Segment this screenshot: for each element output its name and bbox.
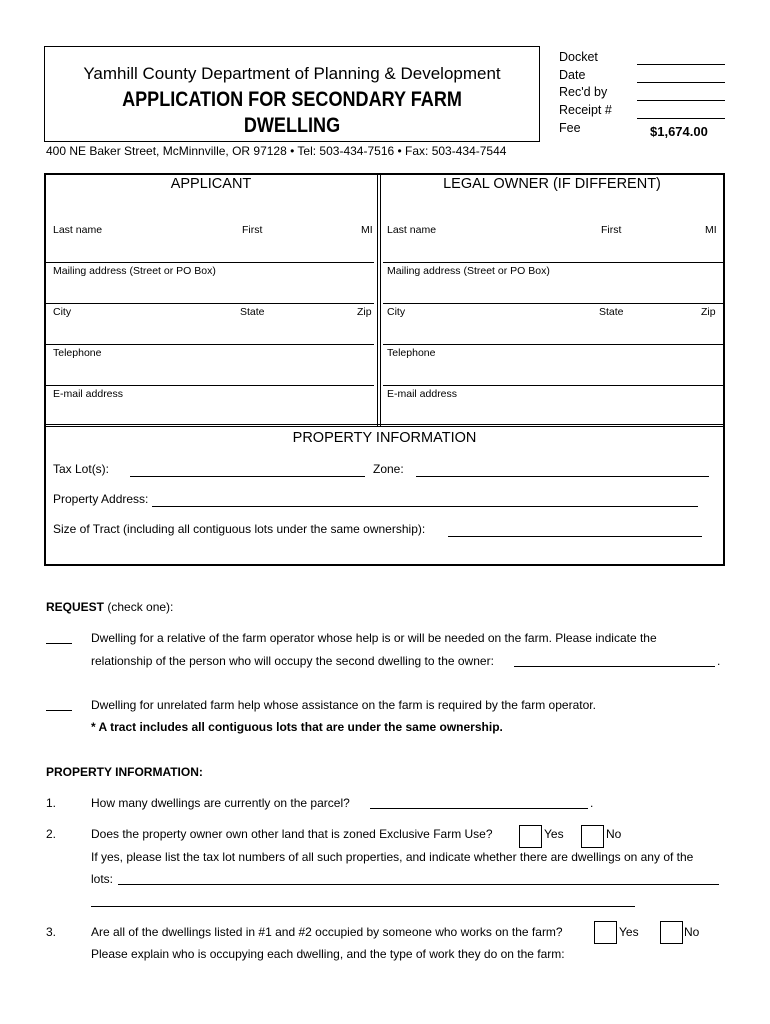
- question-3-number: 3.: [46, 925, 57, 939]
- owner-last-name-label: Last name: [387, 224, 437, 236]
- office-address: 400 NE Baker Street, McMinnville, OR 97128 • Tel: 503-434-7516 • Fax: 503-434-7544: [46, 144, 507, 158]
- row-divider: [46, 385, 374, 386]
- applicant-first-label: First: [242, 224, 263, 236]
- q2-no-checkbox[interactable]: [581, 825, 604, 848]
- fee-value: $1,674.00: [650, 124, 708, 139]
- q3-no-checkbox[interactable]: [660, 921, 683, 944]
- row-divider: [46, 262, 374, 263]
- question-2-number: 2.: [46, 827, 57, 841]
- applicant-heading: APPLICANT: [170, 176, 252, 192]
- tax-lots-label: Tax Lot(s):: [53, 462, 110, 476]
- fee-label: Fee: [559, 121, 581, 135]
- row-divider: [383, 303, 723, 304]
- question-3-followup: Please explain who is occupying each dwelling, and the type of work they do on the farm:: [91, 947, 565, 961]
- applicant-city-label: City: [53, 306, 72, 318]
- applicant-telephone-label: Telephone: [53, 347, 102, 359]
- row-divider: [46, 303, 374, 304]
- property-address-field[interactable]: [152, 506, 698, 507]
- property-info-heading: PROPERTY INFORMATION:: [46, 765, 203, 779]
- request-option2-checkline[interactable]: [46, 710, 72, 711]
- question-1-number: 1.: [46, 796, 57, 810]
- period: .: [590, 796, 594, 810]
- lots-field-line1[interactable]: [118, 884, 719, 885]
- tract-size-field[interactable]: [448, 536, 702, 537]
- form-title-line2: DWELLING: [243, 114, 341, 137]
- receipt-label: Receipt #: [559, 103, 612, 117]
- property-address-label: Property Address:: [53, 492, 149, 506]
- applicant-table: [44, 173, 725, 566]
- question-1-text: How many dwellings are currently on the parcel?: [91, 796, 350, 810]
- property-heading: PROPERTY INFORMATION: [292, 430, 477, 446]
- question-2-followup: If yes, please list the tax lot numbers of all such properties, and indicate whether there are dwellings on any of the: [91, 850, 694, 864]
- request-option1-checkline[interactable]: [46, 643, 72, 644]
- question-3-text: Are all of the dwellings listed in #1 and #2 occupied by someone who works on the farm?: [91, 925, 563, 939]
- owner-city-label: City: [387, 306, 406, 318]
- owner-telephone-label: Telephone: [387, 347, 436, 359]
- zone-label: Zone:: [373, 462, 404, 476]
- applicant-last-name-label: Last name: [53, 224, 103, 236]
- owner-first-label: First: [601, 224, 622, 236]
- q3-no-label: No: [684, 925, 700, 939]
- receipt-field[interactable]: [637, 118, 725, 119]
- applicant-mailing-label: Mailing address (Street or PO Box): [53, 265, 216, 277]
- applicant-zip-label: Zip: [357, 306, 372, 318]
- lots-field-line2[interactable]: [91, 906, 635, 907]
- tax-lots-field[interactable]: [130, 476, 365, 477]
- relationship-field[interactable]: [514, 666, 715, 667]
- column-divider: [377, 173, 381, 427]
- row-divider: [46, 344, 374, 345]
- request-heading: [46, 600, 173, 614]
- owner-mailing-label: Mailing address (Street or PO Box): [387, 265, 550, 277]
- form-title: APPLICATION FOR SECONDARY FARM: [122, 88, 462, 111]
- docket-field[interactable]: [637, 64, 725, 65]
- row-divider: [383, 385, 723, 386]
- lots-label: lots:: [91, 872, 114, 886]
- owner-heading: LEGAL OWNER (IF DIFFERENT): [443, 176, 661, 192]
- owner-state-label: State: [599, 306, 624, 318]
- recd-by-field[interactable]: [637, 100, 725, 101]
- property-divider: [44, 424, 725, 427]
- row-divider: [383, 262, 723, 263]
- request-option1-relationship-label: relationship of the person who will occupy the second dwelling to the owner:: [91, 654, 494, 668]
- date-field[interactable]: [637, 82, 725, 83]
- q2-no-label: No: [606, 827, 622, 841]
- request-note: (check one):: [104, 600, 174, 614]
- dwelling-count-field[interactable]: [370, 808, 588, 809]
- owner-mi-label: MI: [705, 224, 717, 236]
- q3-yes-checkbox[interactable]: [594, 921, 617, 944]
- applicant-email-label: E-mail address: [53, 388, 124, 400]
- docket-label: Docket: [559, 50, 598, 64]
- owner-email-label: E-mail address: [387, 388, 458, 400]
- q2-yes-checkbox[interactable]: [519, 825, 542, 848]
- q3-yes-label: Yes: [619, 925, 639, 939]
- request-label: REQUEST: [46, 600, 105, 614]
- request-option1-text: Dwelling for a relative of the farm operator whose help is or will be needed on the farm. Please indicate the: [91, 631, 657, 645]
- zone-field[interactable]: [416, 476, 709, 477]
- tract-note: * A tract includes all contiguous lots that are under the same ownership.: [91, 720, 503, 734]
- owner-zip-label: Zip: [701, 306, 716, 318]
- period: .: [717, 654, 721, 668]
- applicant-state-label: State: [240, 306, 265, 318]
- applicant-mi-label: MI: [361, 224, 373, 236]
- question-2-text: Does the property owner own other land that is zoned Exclusive Farm Use?: [91, 827, 493, 841]
- department-name: Yamhill County Department of Planning & Development: [83, 64, 501, 83]
- q2-yes-label: Yes: [544, 827, 564, 841]
- recd-by-label: Rec'd by: [559, 85, 608, 99]
- row-divider: [383, 344, 723, 345]
- request-option2-text: Dwelling for unrelated farm help whose assistance on the farm is required by the farm operator.: [91, 698, 596, 712]
- tract-size-label: Size of Tract (including all contiguous lots under the same ownership):: [53, 522, 426, 536]
- date-label: Date: [559, 68, 586, 82]
